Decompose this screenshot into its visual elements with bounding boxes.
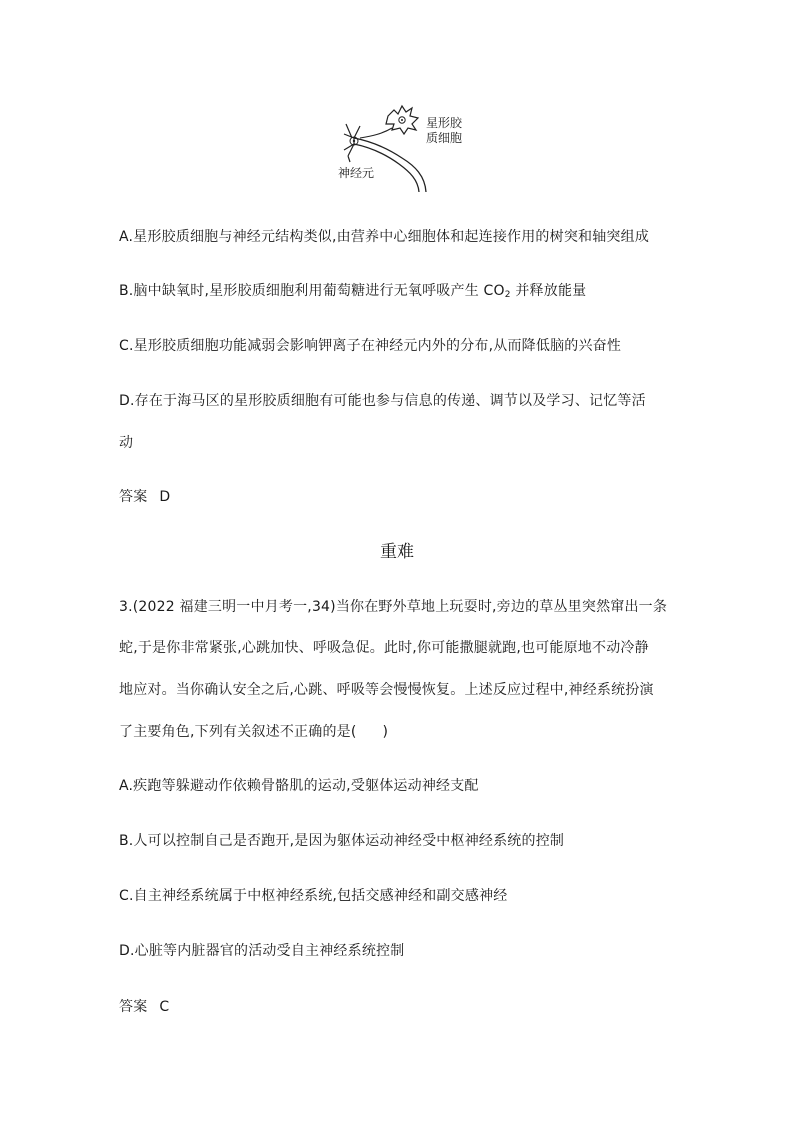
q3-answer-label: 答案 xyxy=(119,999,148,1015)
q3-option-a: A.疾跑等躲避动作依赖骨骼肌的运动,受躯体运动神经支配 xyxy=(119,778,479,794)
q2-option-d-line2: 动 xyxy=(119,435,134,451)
q2-answer-value: D xyxy=(159,489,171,505)
q3-answer-value: C xyxy=(159,999,170,1015)
q2-option-d-line1: D.存在于海马区的星形胶质细胞有可能也参与信息的传递、调节以及学习、记忆等活 xyxy=(119,393,646,409)
neuron-astrocyte-figure xyxy=(330,98,470,194)
q3-stem-line3: 地应对。当你确认安全之后,心跳、呼吸等会慢慢恢复。上述反应过程中,神经系统扮演 xyxy=(119,682,654,698)
astrocyte-label-line1: 星形胶 xyxy=(426,116,463,130)
q3-stem-line4 xyxy=(119,724,388,740)
q2-option-b xyxy=(119,283,586,299)
q2-option-b-text: B.脑中缺氧时,星形胶质细胞利用葡萄糖进行无氧呼吸产生 CO xyxy=(119,283,505,299)
q3-stem-line4-text: 了主要角色,下列有关叙述不正确的是( xyxy=(119,724,357,740)
q2-option-a: A.星形胶质细胞与神经元结构类似,由营养中心细胞体和起连接作用的树突和轴突组成 xyxy=(119,229,650,245)
q2-answer xyxy=(119,489,170,505)
neuron-label: 神经元 xyxy=(338,166,375,180)
q2-option-c: C.星形胶质细胞功能减弱会影响钾离子在神经元内外的分布,从而降低脑的兴奋性 xyxy=(119,338,622,354)
q3-stem-line2: 蛇,于是你非常紧张,心跳加快、呼吸急促。此时,你可能撒腿就跑,也可能原地不动冷静 xyxy=(119,640,649,656)
q2-answer-label: 答案 xyxy=(119,489,148,505)
q3-option-b: B.人可以控制自己是否跑开,是因为躯体运动神经受中枢神经系统的控制 xyxy=(119,833,565,849)
q2-option-b-tail: 并释放能量 xyxy=(510,283,587,299)
q2-option-b-subscript: 2 xyxy=(504,290,511,300)
q3-stem-line1: 3.(2022 福建三明一中月考一,34)当你在野外草地上玩耍时,旁边的草丛里突然窜出一条 xyxy=(119,599,668,615)
q3-option-c: C.自主神经系统属于中枢神经系统,包括交感神经和副交感神经 xyxy=(119,888,508,904)
section-title: 重难 xyxy=(380,542,414,562)
astrocyte-label-line2: 质细胞 xyxy=(426,131,463,145)
q3-option-d: D.心脏等内脏器官的活动受自主神经系统控制 xyxy=(119,943,405,959)
q3-stem-line4-close: ) xyxy=(382,724,389,740)
q3-answer xyxy=(119,999,169,1015)
